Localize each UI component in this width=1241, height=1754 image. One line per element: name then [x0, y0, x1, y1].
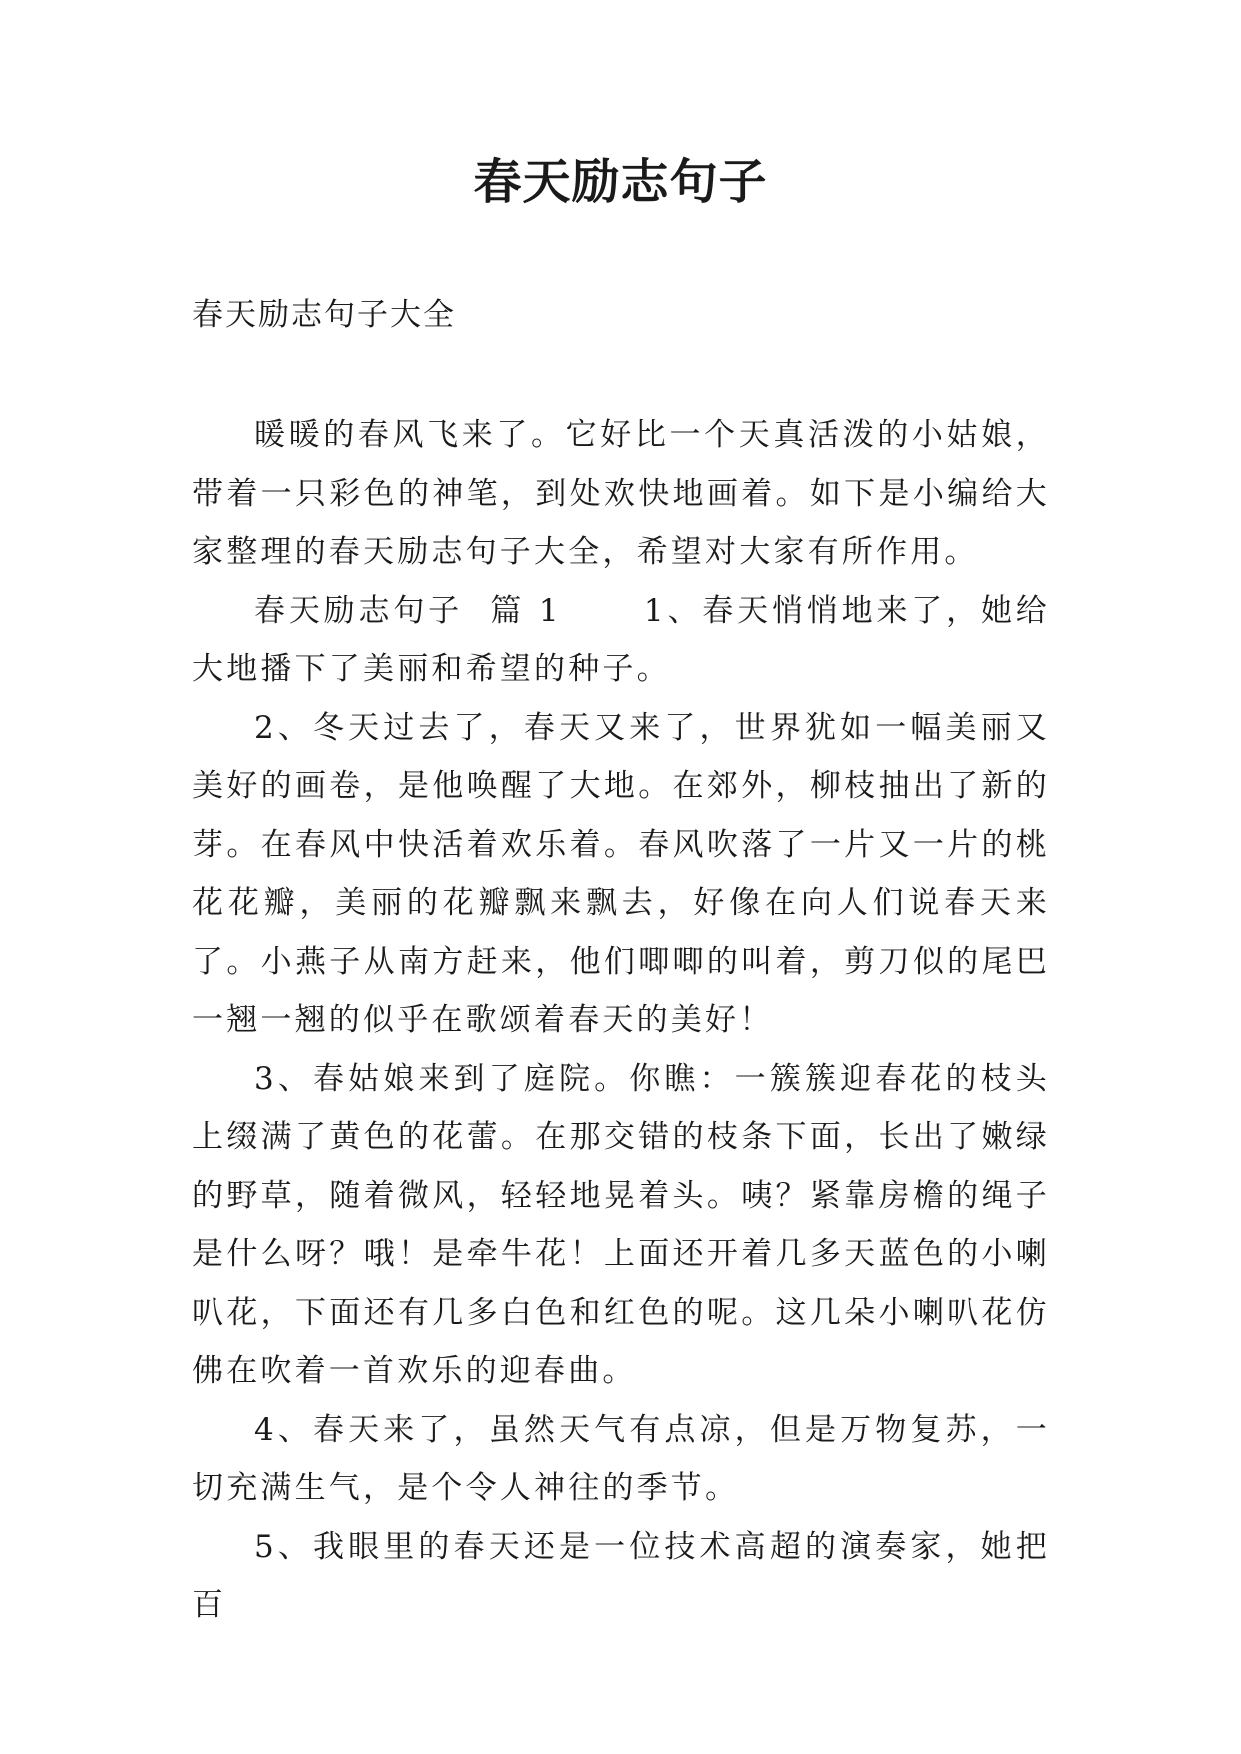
document-title: 春天励志句子	[473, 154, 768, 210]
paragraph-3: 3、春姑娘来到了庭院。你瞧：一簇簇迎春花的枝头上缀满了黄色的花蕾。在那交错的枝条下面，长出了嫩绿的野草，随着微风，轻轻地晃着头。咦？紧靠房檐的绳子是什么呀？哦！是牵牛花！上面还开着几多天蓝色的小喇叭花，下面还有几多白色和红色的呢。这几朵小喇叭花仿佛在吹着一首欢乐的迎春曲。	[192, 1060, 1050, 1389]
paragraph-intro: 暖暖的春风飞来了。它好比一个天真活泼的小姑娘，带着一只彩色的神笔，到处欢快地画着。如下是小编给大家整理的春天励志句子大全，希望对大家有所作用。	[192, 417, 1050, 570]
paragraph-2: 2、冬天过去了，春天又来了，世界犹如一幅美丽又美好的画卷，是他唤醒了大地。在郊外，柳枝抽出了新的芽。在春风中快活着欢乐着。春风吹落了一片又一片的桃花花瓣，美丽的花瓣飘来飘去，好像在向人们说春天来了。小燕子从南方赶来，他们唧唧的叫着，剪刀似的尾巴一翘一翘的似乎在歌颂着春天的美好！	[192, 709, 1050, 1038]
paragraph-4: 4、春天来了，虽然天气有点凉，但是万物复苏，一切充满生气，是个令人神往的季节。	[192, 1411, 1050, 1506]
paragraph-5: 5、我眼里的春天还是一位技术高超的演奏家，她把百	[192, 1528, 1050, 1623]
document-body	[192, 406, 1050, 1635]
document-subtitle: 春天励志句子大全	[192, 297, 456, 333]
paragraph-1: 春天励志句子 篇 1 1、春天悄悄地来了，她给大地播下了美丽和希望的种子。	[192, 592, 1050, 687]
